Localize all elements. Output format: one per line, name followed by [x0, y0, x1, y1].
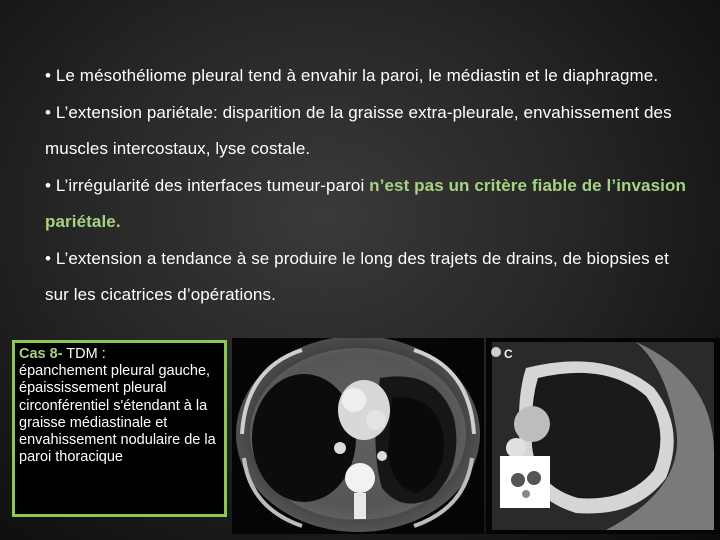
bullet-3	[45, 168, 695, 241]
case-label: Cas 8-	[19, 346, 63, 362]
ct-scan-image-1	[232, 338, 484, 534]
modality-label: TDM :	[62, 346, 106, 362]
bullet-1: • Le mésothéliome pleural tend à envahir la paroi, le médiastin et le diaphragme.	[45, 66, 659, 85]
ct-scan-image-2	[486, 338, 720, 534]
mediastinum	[338, 380, 390, 440]
bullet-3-highlight: n’est pas un critère fiable de l’invasion pariétale.	[45, 175, 686, 231]
caption-box	[12, 340, 227, 517]
ct-scan-2-graphic	[486, 338, 720, 534]
thumbnail-inset	[500, 456, 550, 508]
bullet-3-text: • L’irrégularité des interfaces tumeur-paroi	[45, 175, 370, 195]
bullet-4: • L’extension a tendance à se produire le long des trajets de drains, de biopsies et sur les cicatrices d’opérations.	[45, 248, 669, 304]
bullet-list	[45, 58, 695, 314]
ct-corner-label: C	[504, 347, 513, 361]
right-lung	[252, 374, 356, 502]
vertebra	[345, 463, 375, 493]
bullet-2: • L’extension pariétale: disparition de la graisse extra-pleurale, envahissement des muscles intercostaux, lyse costale.	[45, 102, 672, 158]
caption-body: épanchement pleural gauche, épaississement pleural circonférentiel s'étendant à la graisse médiastinale et envahissement nodulaire de la paroi thoracique	[19, 363, 216, 466]
ct-scan-1-graphic	[232, 338, 484, 534]
